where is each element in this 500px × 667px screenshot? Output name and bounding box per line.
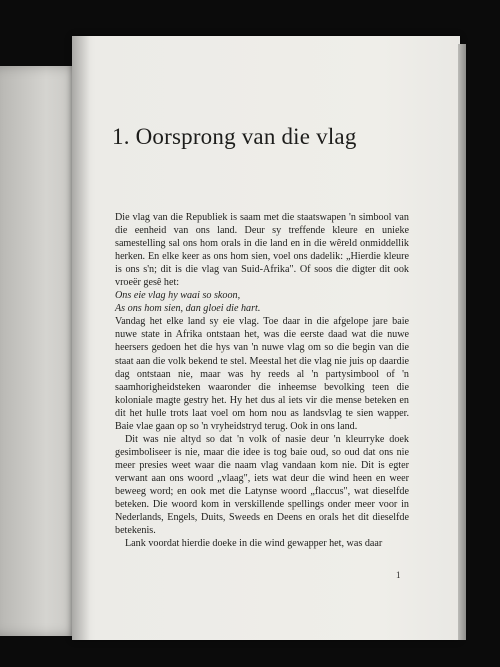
paragraph-4: Lank voordat hierdie doeke in die wind gewapper het, was daar — [125, 538, 383, 550]
page-number: 1 — [396, 570, 401, 580]
paragraph-2: Vandag het elke land sy eie vlag. Toe daar in die afgelope jare baie nuwe state in Afrika ontstaan het, was die eerste daad wat die nuwe heersers gedoen het die hys van 'n nuwe vlag om so die begin van die staat aan die volk bekend te stel. Meestal het die vlag nie juis op daardie dag ontstaan nie, maar was hy reeds al 'n partysimbool of 'n saamhorigheidsteken waaronder die inheemse bevolking teen die koloniale magte gestry het. Hy het dus al iets vir die mense beteken en dit het hulle trots laat voel om hom nou as landsvlag te sien wapper. Baie vlae gaan op so 'n vryheidstryd terug. Ook in ons land. — [115, 316, 409, 432]
paragraph-1: Die vlag van die Republiek is saam met die staatswapen 'n simbool van die eenheid van ons land. Deur sy treffende kleure en unieke samestelling sal ons hom orals in die land en in die wêreld onmiddellik herken. En elke keer as ons hom sien, voel ons dadelik: „Hierdie kleure is ons s'n; dit is die vlag van Suid-Afrika". Of soos die digter dit ook vroeër gesê het: — [115, 212, 409, 289]
body-text — [115, 211, 409, 550]
spine-shadow — [72, 36, 90, 640]
quote-line-1: Ons eie vlag hy waai so skoon, — [115, 290, 241, 302]
quote-line-2: As ons hom sien, dan gloei die hart. — [115, 303, 261, 315]
chapter-title: 1. Oorsprong van die vlag — [112, 124, 357, 149]
page-edge — [458, 44, 466, 640]
paragraph-3: Dit was nie altyd so dat 'n volk of nasie deur 'n kleurryke doek gesimboliseer is nie, maar die idee is tog baie oud, so oud dat ons nie meer presies weet waar die naam vlag vandaan kom nie. Dit is egter verwant aan ons woord „vlaag", iets wat deur die wind heen en weer beweeg word; en ook met die Latynse woord „flaccus", wat dieselfde beteken. Die woord kom in verskillende spellings onder meer voor in Nederlands, Engels, Duits, Sweeds en Deens en orals het dit dieselfde betekenis. — [115, 433, 409, 537]
